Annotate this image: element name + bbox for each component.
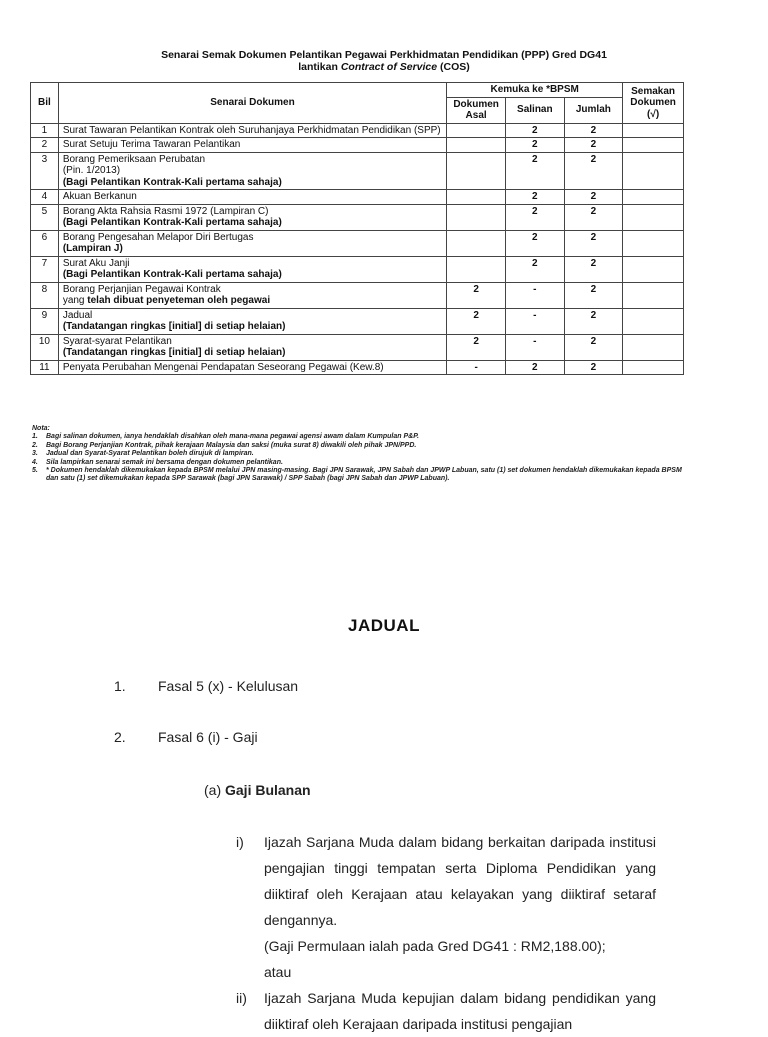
nota-item: [32, 459, 692, 467]
row-bil: 5: [31, 204, 59, 230]
nota-item: [32, 467, 692, 484]
title-line-2: [0, 61, 768, 73]
row-semakan-checkbox[interactable]: [623, 334, 684, 360]
row-semakan-checkbox[interactable]: [623, 256, 684, 282]
table-row: [31, 360, 684, 375]
row-semakan-checkbox[interactable]: [623, 152, 684, 190]
row-dokumen-asal: 2: [447, 308, 506, 334]
nota-item: [32, 442, 692, 450]
row-bil: 10: [31, 334, 59, 360]
row-jumlah: 2: [564, 282, 623, 308]
row-document-name: Surat Tawaran Pelantikan Kontrak oleh Suruhanjaya Perkhidmatan Pendidikan (SPP): [62, 124, 441, 136]
row-salinan: -: [506, 334, 565, 360]
row-salinan: 2: [506, 138, 565, 153]
row-document-note: (Bagi Pelantikan Kontrak-Kali pertama sahaja): [62, 217, 282, 228]
nota-item-number: 5.: [32, 467, 38, 475]
row-document-name: Borang Pemeriksaan Perubatan: [62, 153, 206, 165]
row-dokumen-asal: [447, 204, 506, 230]
jadual-item-2-number: 2.: [114, 729, 126, 745]
table-row: [31, 123, 684, 138]
row-document-note: (Bagi Pelantikan Kontrak-Kali pertama sahaja): [62, 176, 282, 188]
nota-item-number: 1.: [32, 433, 38, 441]
jadual-item-2-text: Fasal 6 (i) - Gaji: [158, 729, 258, 745]
table-row: [31, 138, 684, 153]
jadual-heading: JADUAL: [348, 616, 420, 635]
row-semakan-checkbox[interactable]: [623, 360, 684, 375]
table-row: [31, 204, 684, 230]
row-salinan: -: [506, 282, 565, 308]
table-row: [31, 230, 684, 256]
gaji-bulanan-prefix: (a): [204, 782, 225, 798]
row-dokumen-asal: -: [447, 360, 506, 375]
row-jumlah: 2: [564, 230, 623, 256]
row-dokumen-asal: [447, 152, 506, 190]
row-document-name: Surat Aku Janji: [62, 257, 130, 269]
jadual-item-1-text: Fasal 5 (x) - Kelulusan: [158, 678, 299, 694]
qualification-2-text: Ijazah Sarjana Muda kepujian dalam bidang pendidikan yang diiktiraf oleh Kerajaan daripada institusi pengajian: [264, 990, 656, 1032]
gaji-bulanan-heading: [204, 782, 311, 798]
row-document-name: Borang Akta Rahsia Rasmi 1972 (Lampiran C): [62, 205, 269, 217]
row-document-subtext: (Pin. 1/2013): [62, 165, 121, 176]
nota-list: [32, 433, 692, 483]
row-semakan-checkbox[interactable]: [623, 204, 684, 230]
header-dokumen-asal: Dokumen Asal: [447, 97, 506, 123]
nota-section: [32, 425, 692, 484]
row-dokumen-asal: [447, 230, 506, 256]
row-document: [58, 256, 446, 282]
row-document: [58, 190, 446, 205]
row-semakan-checkbox[interactable]: [623, 123, 684, 138]
row-dokumen-asal: 2: [447, 282, 506, 308]
row-jumlah: 2: [564, 334, 623, 360]
qualification-1-text: Ijazah Sarjana Muda dalam bidang berkaitan daripada institusi pengajian tinggi tempatan serta Diploma Pendidikan yang diiktiraf oleh Kerajaan atau kelayakan yang diiktiraf setaraf dengannya.: [264, 834, 656, 928]
row-bil: 6: [31, 230, 59, 256]
qualification-1-number: i): [236, 834, 244, 850]
row-salinan: 2: [506, 152, 565, 190]
row-dokumen-asal: [447, 123, 506, 138]
row-document: [58, 138, 446, 153]
row-document-note: (Bagi Pelantikan Kontrak-Kali pertama sahaja): [62, 269, 282, 280]
table-row: [31, 308, 684, 334]
row-document: [58, 204, 446, 230]
qualification-2-number: ii): [236, 990, 247, 1006]
row-document-extra: [63, 165, 442, 177]
nota-item: [32, 450, 692, 458]
qualification-1-salary: (Gaji Permulaan ialah pada Gred DG41 : RM2,188.00);: [264, 938, 606, 954]
row-document-extra: [63, 295, 442, 307]
row-salinan: 2: [506, 360, 565, 375]
nota-item-text: Bagi salinan dokumen, ianya hendaklah disahkan oleh mana-mana pegawai agensi awam dalam Kumpulan P&P.: [46, 433, 419, 441]
nota-item-text: Bagi Borang Perjanjian Kontrak, pihak kerajaan Malaysia dan saksi (muka surat 8) diwakili oleh pihak JPN/PPD.: [46, 441, 417, 449]
checklist-table: [30, 82, 684, 375]
row-bil: 8: [31, 282, 59, 308]
row-document: [58, 334, 446, 360]
nota-item-number: 2.: [32, 441, 38, 449]
nota-item-number: 3.: [32, 450, 38, 458]
row-document: [58, 282, 446, 308]
row-salinan: 2: [506, 230, 565, 256]
row-document: [58, 152, 446, 190]
row-salinan: 2: [506, 204, 565, 230]
row-salinan: 2: [506, 256, 565, 282]
row-jumlah: 2: [564, 256, 623, 282]
row-document: [58, 308, 446, 334]
header-salinan: Salinan: [506, 97, 565, 123]
nota-item-number: 4.: [32, 458, 38, 466]
row-dokumen-asal: [447, 138, 506, 153]
title-line-2-pre: lantikan: [298, 61, 341, 73]
qualification-1-body: [264, 829, 656, 985]
header-jumlah: Jumlah: [564, 97, 623, 123]
nota-item-text: Jadual dan Syarat-Syarat Pelantikan boleh dirujuk di lampiran.: [46, 450, 254, 458]
row-bil: 9: [31, 308, 59, 334]
title-line-2-italic: Contract of Service: [340, 61, 438, 73]
table-row: [31, 256, 684, 282]
row-document-name: Akuan Berkanun: [62, 191, 137, 202]
row-document-note: (Lampiran J): [62, 243, 123, 254]
row-bil: 2: [31, 138, 59, 153]
qualification-1-atau: atau: [264, 964, 292, 980]
row-document: [58, 123, 446, 138]
jadual-item-1-number: 1.: [114, 678, 126, 694]
row-jumlah: 2: [564, 152, 623, 190]
gaji-bulanan-label: Gaji Bulanan: [225, 782, 311, 798]
row-document-name: Penyata Perubahan Mengenai Pendapatan Seseorang Pegawai (Kew.8): [62, 361, 384, 373]
row-document-note: (Tandatangan ringkas [initial] di setiap helaian): [62, 347, 286, 358]
row-salinan: -: [506, 308, 565, 334]
row-jumlah: 2: [564, 123, 623, 138]
row-document: [58, 230, 446, 256]
row-dokumen-asal: 2: [447, 334, 506, 360]
row-semakan-checkbox[interactable]: [623, 190, 684, 205]
nota-item: [32, 433, 692, 441]
table-row: [31, 190, 684, 205]
header-semakan: Semakan Dokumen (√): [623, 83, 684, 124]
table-row: [31, 282, 684, 308]
nota-item-text: * Dokumen hendaklah dikemukakan kepada BPSM melalui JPN masing-masing. Bagi JPN Sarawak, JPN Sabah dan JPWP Labuan, satu (1) set dokumen hendaklah dikemukakan kepada BPSM dan satu (1) set dikemukakan kepada SPP Sarawak (bagi JPN Sarawak) / SPP Sabah (bagi JPN Sabah dan JPWP Labuan).: [46, 467, 682, 483]
title-line-1: Senarai Semak Dokumen Pelantikan Pegawai Perkhidmatan Pendidikan (PPP) Gred DG41: [161, 49, 607, 61]
row-semakan-checkbox[interactable]: [623, 230, 684, 256]
row-bil: 1: [31, 123, 59, 138]
row-bil: 3: [31, 152, 59, 190]
row-salinan: 2: [506, 123, 565, 138]
header-bil: Bil: [31, 83, 59, 124]
row-document-note: (Tandatangan ringkas [initial] di setiap helaian): [62, 321, 286, 332]
row-jumlah: 2: [564, 360, 623, 375]
row-dokumen-asal: [447, 256, 506, 282]
row-jumlah: 2: [564, 190, 623, 205]
row-jumlah: 2: [564, 138, 623, 153]
table-row: [31, 334, 684, 360]
row-document-name: Syarat-syarat Pelantikan: [62, 335, 172, 347]
row-jumlah: 2: [564, 308, 623, 334]
row-semakan-checkbox[interactable]: [623, 308, 684, 334]
row-document: [58, 360, 446, 375]
header-senarai-dokumen: Senarai Dokumen: [58, 83, 446, 124]
row-semakan-checkbox[interactable]: [623, 282, 684, 308]
header-kemuka: Kemuka ke *BPSM: [447, 83, 623, 98]
checklist-title: [0, 49, 768, 73]
nota-heading: Nota:: [32, 425, 50, 432]
row-document-name: Borang Perjanjian Pegawai Kontrak: [62, 283, 221, 295]
row-document-name: Surat Setuju Terima Tawaran Pelantikan: [62, 139, 241, 150]
row-bil: 11: [31, 360, 59, 375]
row-bil: 7: [31, 256, 59, 282]
title-line-2-post: (COS): [437, 61, 470, 73]
table-row: [31, 152, 684, 190]
nota-item-text: Sila lampirkan senarai semak ini bersama dengan dokumen pelantikan.: [46, 458, 283, 466]
row-dokumen-asal: [447, 190, 506, 205]
row-bil: 4: [31, 190, 59, 205]
row-document-name: Borang Pengesahan Melapor Diri Bertugas: [62, 231, 254, 243]
row-document-subtext: yang: [62, 295, 88, 306]
row-document-note: telah dibuat penyeteman oleh pegawai: [87, 295, 271, 306]
row-document-name: Jadual: [62, 309, 93, 321]
row-salinan: 2: [506, 190, 565, 205]
row-jumlah: 2: [564, 204, 623, 230]
row-semakan-checkbox[interactable]: [623, 138, 684, 153]
